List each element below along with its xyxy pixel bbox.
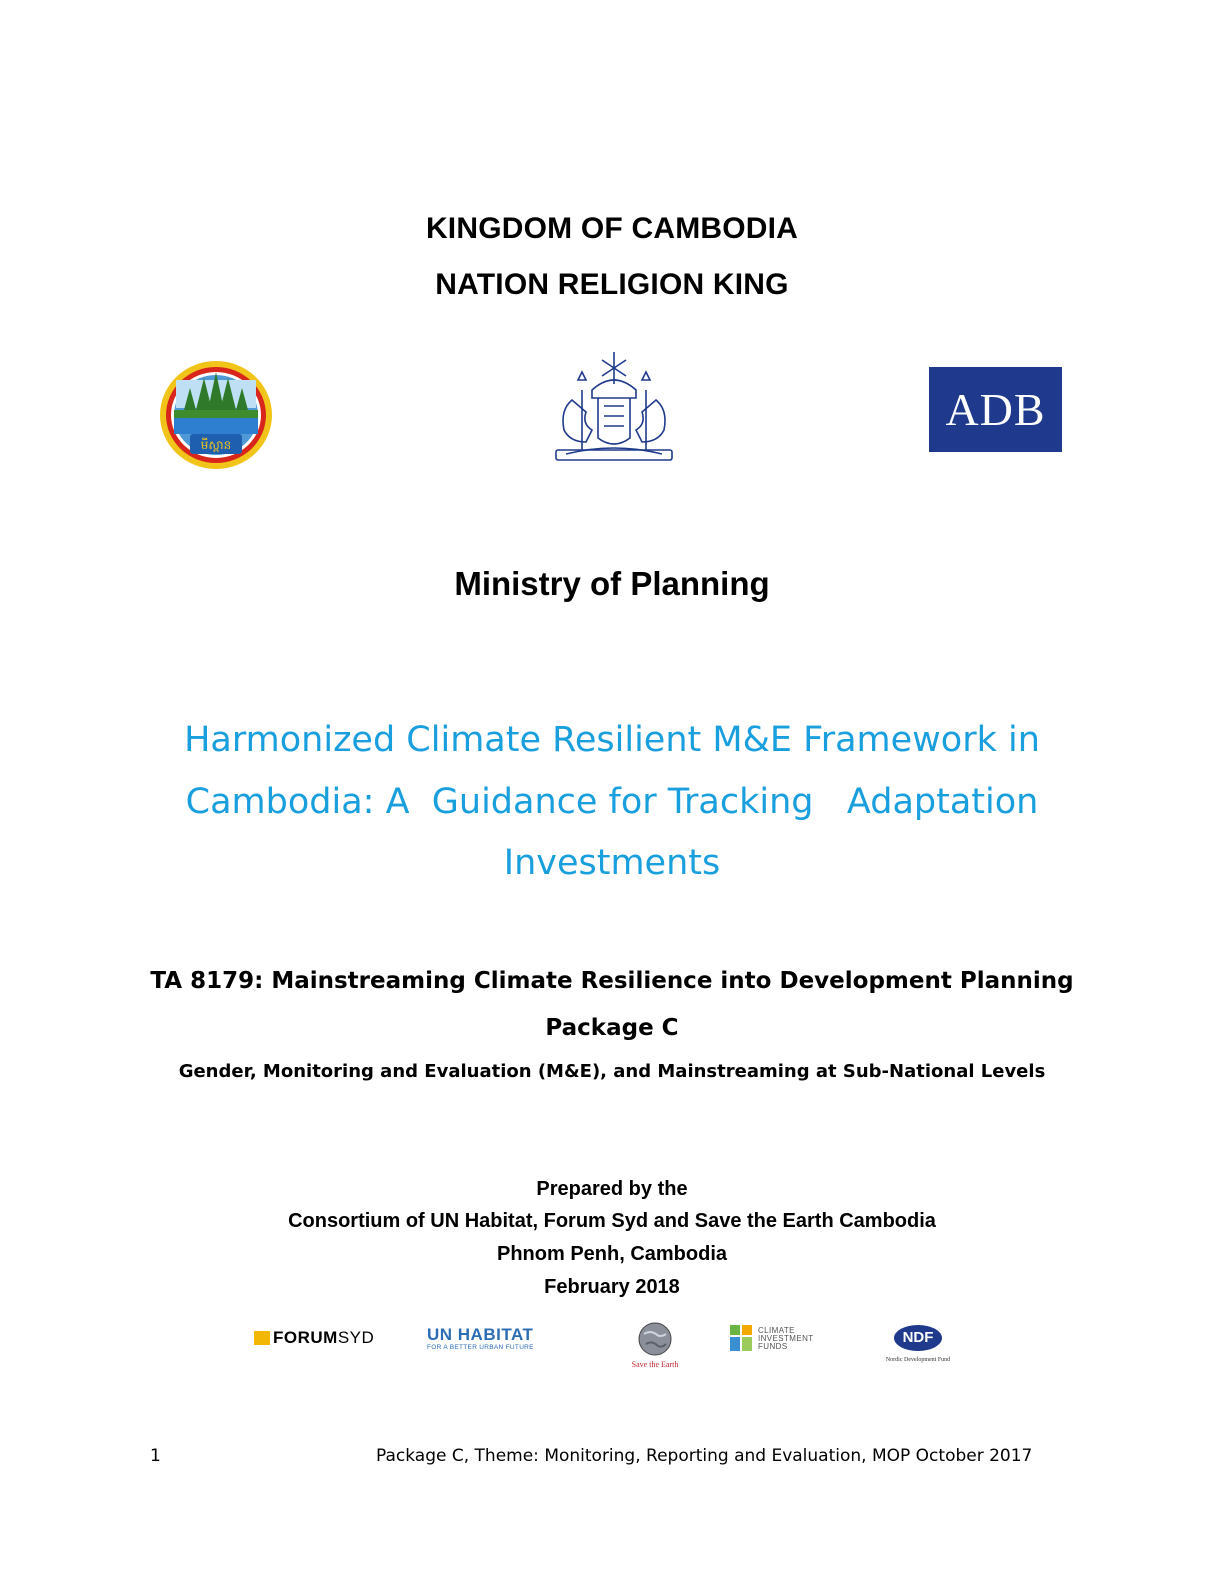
save-the-earth-text: Save the Earth bbox=[631, 1360, 679, 1369]
project-ta-heading: TA 8179: Mainstreaming Climate Resilience into Development Planning bbox=[150, 968, 1074, 994]
royal-coat-of-arms-logo bbox=[552, 350, 676, 464]
un-habitat-logo bbox=[427, 1326, 567, 1351]
ndf-text: NDF bbox=[902, 1329, 934, 1346]
climate-investment-funds-logo bbox=[730, 1324, 814, 1354]
document-title-line-2: Cambodia: A Guidance for Tracking Adaptation bbox=[185, 782, 1039, 822]
document-title-line-1: Harmonized Climate Resilient M&E Framework in bbox=[184, 720, 1040, 760]
ministry-name: Ministry of Planning bbox=[454, 565, 770, 602]
cif-text-3: FUNDS bbox=[758, 1342, 788, 1351]
cif-text-2: INVESTMENT bbox=[758, 1334, 814, 1343]
package-subtitle: Gender, Monitoring and Evaluation (M&E), and Mainstreaming at Sub-National Levels bbox=[178, 1061, 1046, 1082]
un-habitat-text: UN HABITAT bbox=[427, 1325, 534, 1344]
kingdom-heading: KINGDOM OF CAMBODIA bbox=[425, 212, 799, 245]
publication-date: February 2018 bbox=[544, 1276, 680, 1298]
ministry-emblem-logo bbox=[156, 358, 276, 472]
ndf-logo bbox=[874, 1324, 962, 1363]
package-heading: Package C bbox=[545, 1015, 679, 1041]
cif-mark-icon bbox=[730, 1325, 754, 1353]
motto-heading: NATION RELIGION KING bbox=[435, 268, 789, 301]
adb-logo: ADB bbox=[929, 367, 1062, 452]
forum-syd-mark-icon bbox=[254, 1331, 270, 1345]
emblem-label: មីស្ពាន bbox=[200, 438, 232, 452]
ndf-tagline: Nordic Development Fund bbox=[885, 1357, 951, 1363]
forum-syd-text-bold: FORUM bbox=[273, 1328, 338, 1347]
globe-icon bbox=[638, 1322, 672, 1356]
cif-text-1: CLIMATE bbox=[758, 1326, 795, 1335]
consortium-name: Consortium of UN Habitat, Forum Syd and Save the Earth Cambodia bbox=[288, 1210, 936, 1232]
page-number: 1 bbox=[150, 1446, 161, 1466]
prepared-by: Prepared by the bbox=[536, 1178, 688, 1200]
document-title-line-3: Investments bbox=[503, 843, 721, 883]
location: Phnom Penh, Cambodia bbox=[496, 1243, 728, 1265]
save-the-earth-logo bbox=[627, 1322, 683, 1369]
footer-text: Package C, Theme: Monitoring, Reporting and Evaluation, MOP October 2017 bbox=[376, 1446, 1033, 1466]
forum-syd-text-light: SYD bbox=[337, 1328, 375, 1347]
un-habitat-tagline: FOR A BETTER URBAN FUTURE bbox=[427, 1344, 534, 1351]
forum-syd-logo bbox=[254, 1328, 374, 1348]
